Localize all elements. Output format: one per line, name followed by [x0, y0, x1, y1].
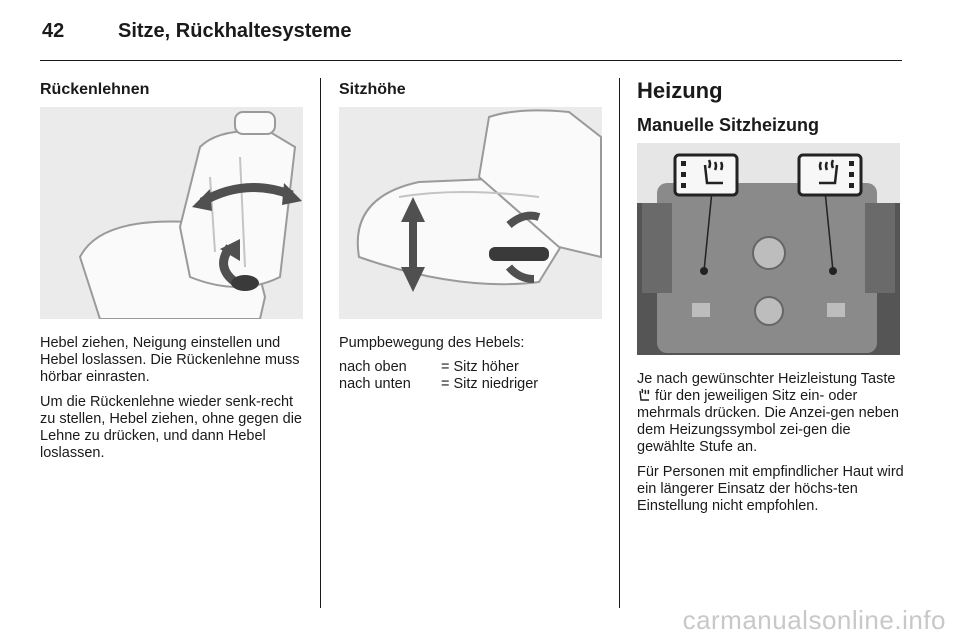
page-number: 42 — [42, 20, 65, 42]
table-key: nach oben — [339, 359, 407, 375]
heating-paragraph-1-end: für den jeweiligen Sitz ein- oder mehrmals drücken. Die Anzei-gen neben dem Heizungssymbol zei-gen die gewählte Stufe an. — [637, 388, 899, 455]
table-row — [339, 376, 538, 393]
heating-paragraph-2: Für Personen mit empfindlicher Haut wird ein längerer Einsatz der höchs-ten Einstellung nicht empfohlen. — [637, 464, 904, 514]
column-divider-2 — [619, 78, 620, 608]
table-key: nach unten — [339, 376, 411, 392]
heating-paragraph-1-start: Je nach gewünschter Heizleistung Taste — [637, 371, 896, 387]
header-rule — [40, 60, 902, 61]
chapter-title: Sitze, Rückhaltesysteme — [118, 20, 352, 42]
pump-intro: Pumpbewegung des Hebels: — [339, 335, 525, 351]
section-heading-heating: Heizung — [637, 78, 723, 103]
section-heading-seat-height: Sitzhöhe — [339, 81, 406, 98]
subheading-manual-seat-heating: Manuelle Sitzheizung — [637, 115, 820, 135]
section-heading-backrest: Rückenlehnen — [40, 81, 150, 98]
watermark: carmanualsonline.info — [682, 605, 946, 635]
seat-height-illustration — [339, 107, 602, 319]
table-value: = Sitz höher — [441, 359, 519, 375]
table-row — [339, 359, 538, 376]
backrest-paragraph-2: Um die Rückenlehne wieder senk-recht zu stellen, Hebel ziehen, ohne gegen die Lehne zu drücken, und dann Hebel loslassen. — [40, 394, 302, 461]
seat-heat-icon — [637, 388, 651, 402]
backrest-paragraph-1: Hebel ziehen, Neigung einstellen und Hebel loslassen. Die Rückenlehne muss hörbar einrasten. — [40, 335, 300, 385]
dashboard-illustration — [637, 143, 900, 355]
column-divider-1 — [320, 78, 321, 608]
table-value: = Sitz niedriger — [441, 376, 539, 392]
seat-height-table — [339, 359, 538, 393]
backrest-illustration — [40, 107, 303, 319]
heating-paragraph-1 — [637, 371, 905, 456]
